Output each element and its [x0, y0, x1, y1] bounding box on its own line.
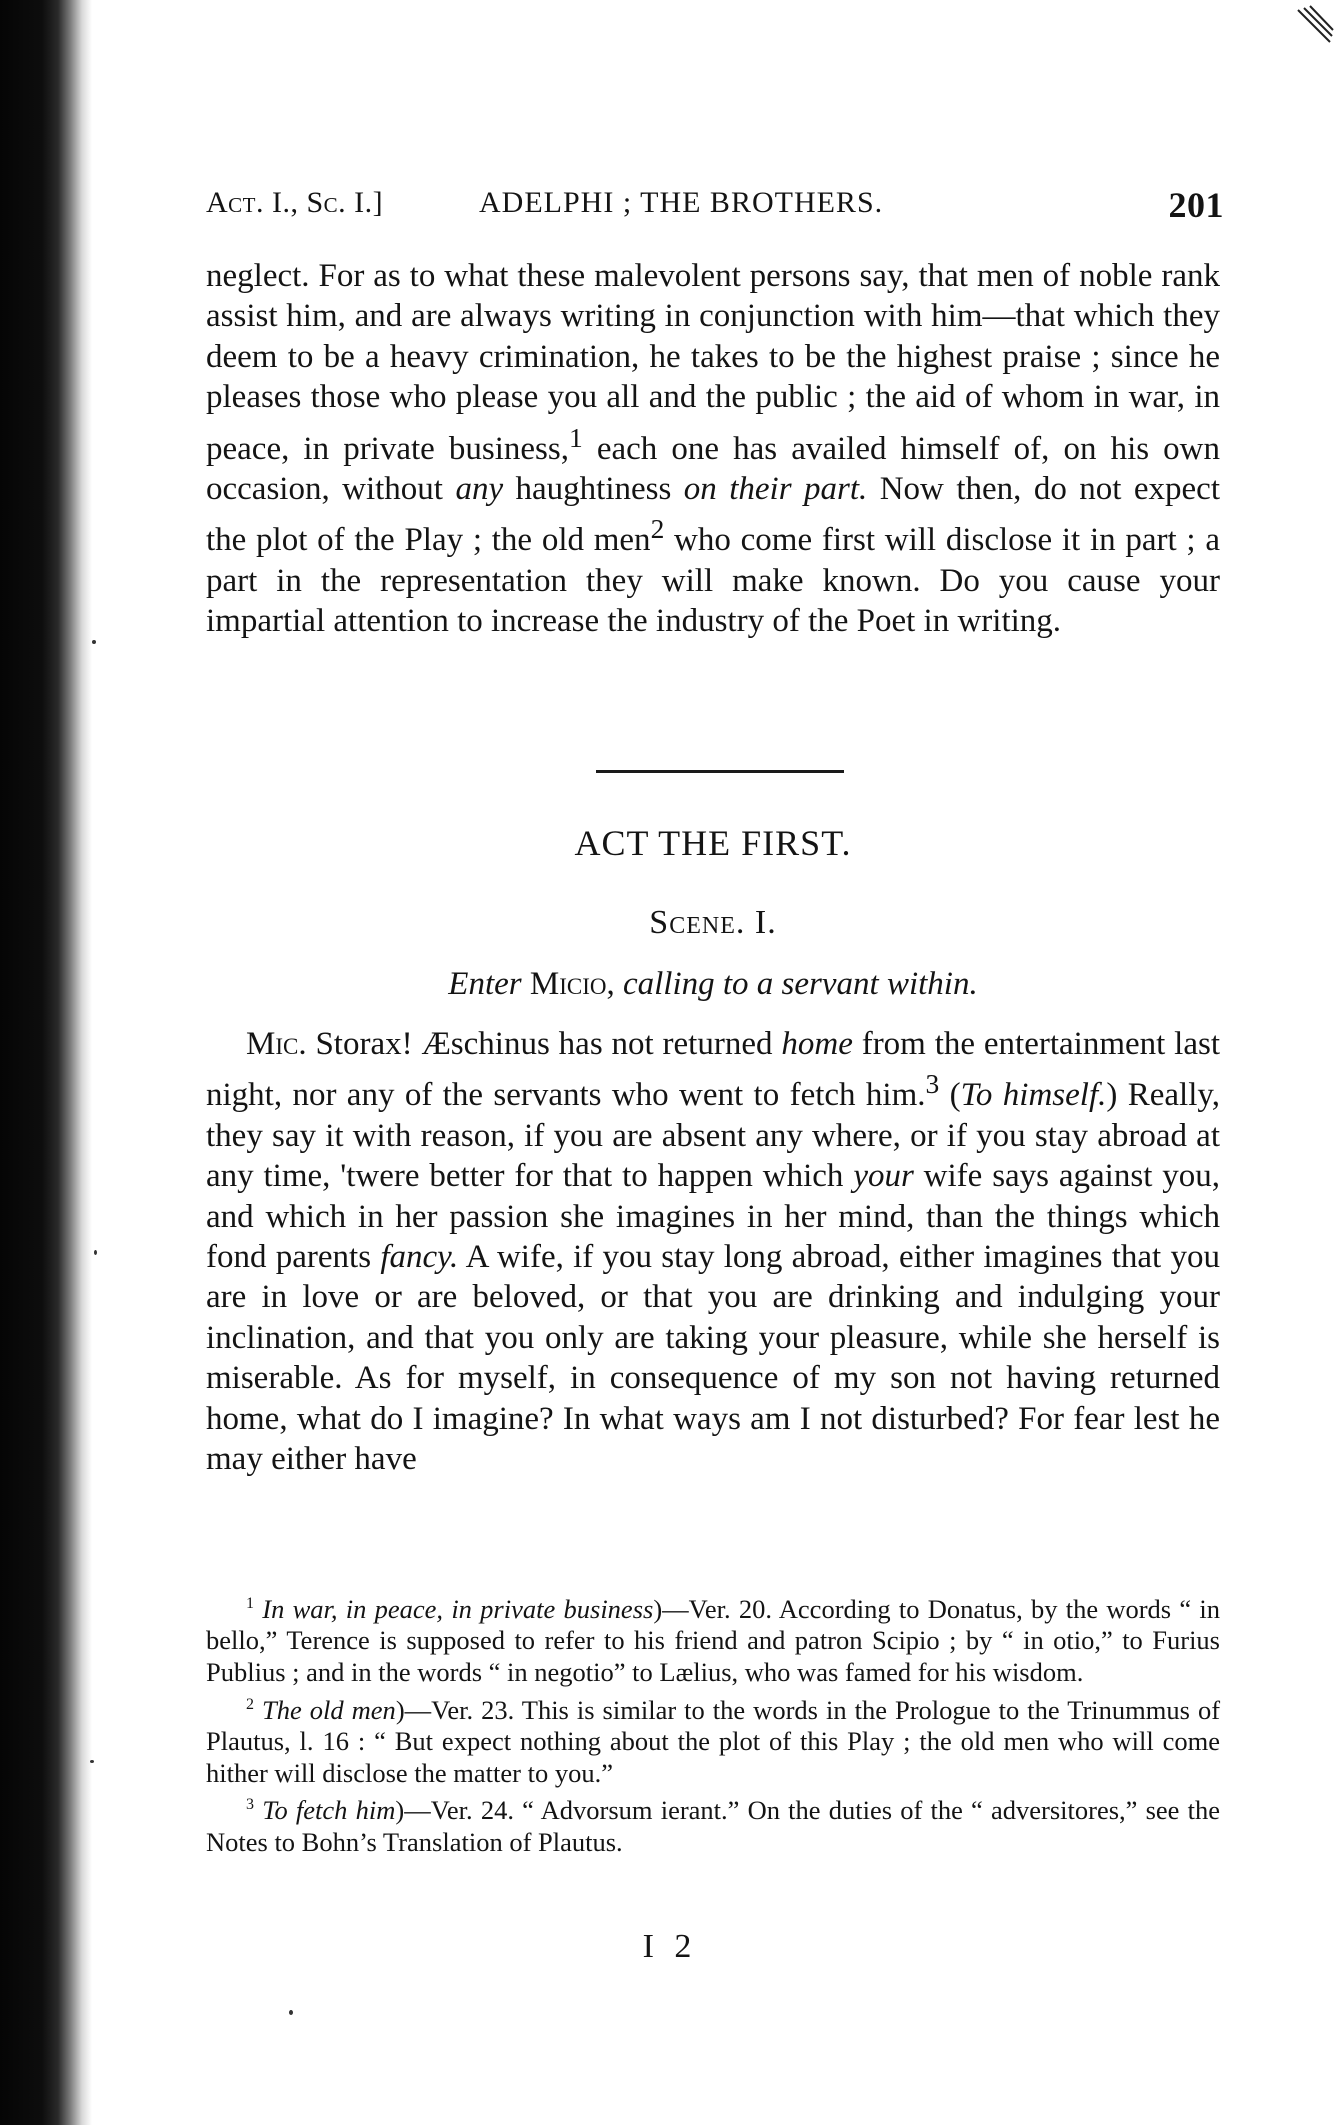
binding-speck: [94, 1250, 97, 1255]
footnotes: [206, 1588, 1220, 1858]
act-heading: ACT THE FIRST.: [574, 823, 852, 863]
corner-scratch-mark: [1294, 4, 1334, 44]
prologue-continuation: neglect. For as to what these malevolent persons say, that men of noble rank assist him, and are always writing in conjunction with him—that which they deem to be a heavy crimination, he takes to be the highest praise ; since he pleases those who please you all and the public ; the aid of whom in war, in peace, in private business,$^1$ each one has availed himself of, on his own occasion, without any haughtiness on their part. Now then, do not expect the plot of the Play ; the old men$^2$ who come first will disclose it in part ; a part in the representation they will make known. Do you cause your impartial attention to increase the industry of the Poet in writing.: [206, 258, 1221, 640]
binding-speck: [92, 640, 96, 644]
footnote-2: $^2$ The old men)—Ver. 23. This is similar to the words in the Prologue to the Trinummus of Plautus, l. 16 : “ But expect nothing about the plot of this Play ; the old men who will come hither will disclose the matter to you.”: [206, 1694, 1221, 1788]
scene-heading: Scene. I.: [649, 904, 777, 941]
binding-shadow: [0, 0, 92, 2125]
binding-speck: [90, 1760, 94, 1763]
running-head-title: ADELPHI ; THE BROTHERS.: [479, 186, 884, 219]
stage-direction: Enter Micio, calling to a servant within.: [448, 966, 978, 1002]
ink-speck: [289, 2010, 293, 2015]
footnote-ref-3: 3: [925, 1068, 940, 1100]
footnote-ref-1: 1: [569, 421, 583, 453]
footnote-3: $^3$ To fetch him)—Ver. 24. “ Advorsum ierant.” On the duties of the “ adversitores,” see the Notes to Bohn’s Translation of Plautus.: [206, 1795, 1220, 1857]
character-name: Micio,: [529, 966, 615, 1002]
running-head: [206, 180, 1224, 240]
speaker-label: Mic.: [246, 1026, 307, 1062]
section-divider-rule: [596, 770, 844, 773]
footnote-1: $^1$ In war, in peace, in private business)—Ver. 20. According to Donatus, by the words “ in bello,” Terence is supposed to refer to his friend and patron Scipio ; by “ in otio,” to Furius Publius ; and in the words “ in negotio” to Lælius, who was famed for his wisdom.: [206, 1593, 1221, 1688]
signature-mark: I 2: [642, 1928, 698, 1965]
micio-speech: Mic. Storax! Æschinus has not returned home from the entertainment last night, nor any of the servants who went to fetch him.$^3$ (To himself.) Really, they say it with reason, if you are absent any where, or if you stay abroad at any time, 'twere better for that to happen which your wife says against you, and which in her passion she imagines in her mind, than the things which fond parents fancy. A wife, if you stay long abroad, either imagines that you are in love or are beloved, or that you are drinking and indulging your inclination, and that you only are taking your pleasure, while she herself is miserable. As for myself, in consequence of my son not having returned home, what do I imagine? In what ways am I not disturbed? For fear lest he may either have: [206, 1026, 1220, 1478]
running-head-act-scene: Act. I., Sc. I.]: [206, 186, 384, 219]
page-number: 201: [1168, 185, 1224, 225]
footnote-ref-2: 2: [650, 513, 665, 545]
